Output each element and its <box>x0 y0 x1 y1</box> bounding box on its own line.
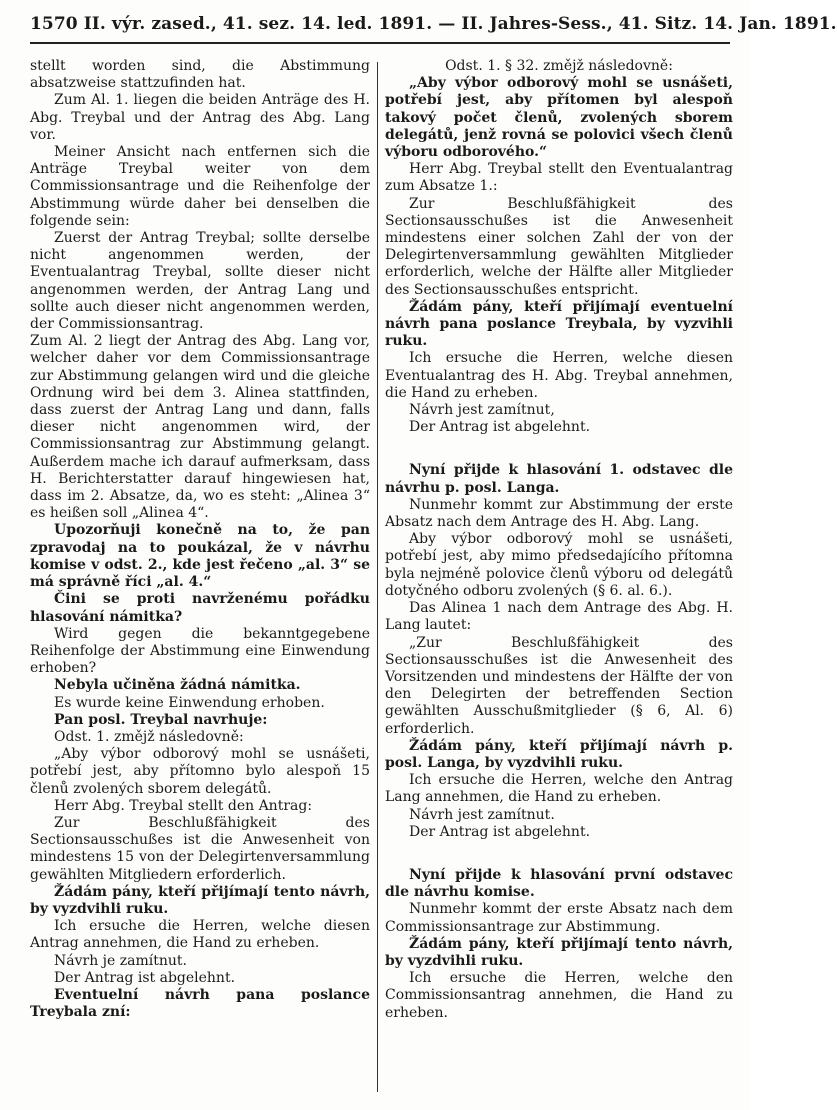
paragraph-gap <box>385 841 733 867</box>
left-column <box>30 58 370 1021</box>
paragraph: Návrh jest zamítnut. <box>409 806 555 823</box>
paragraph: Žádám pány, kteří přijímají eventuelní návrh pana poslance Treybala, by vyzvihli ruku. <box>385 298 733 350</box>
paragraph: Der Antrag ist abgelehnt. <box>54 969 236 986</box>
paragraph: Der Antrag ist abgelehnt. <box>409 823 591 840</box>
header-rule <box>30 42 730 44</box>
page-header: 1570 II. výr. zased., 41. sez. 14. led. 1891. — II. Jahres-Sess., 41. Sitz. 14. Jan. 1891. <box>30 14 837 34</box>
paragraph: Nunmehr kommt der erste Absatz nach dem Commissionsantrage zur Abstimmung. <box>385 901 733 935</box>
paragraph: Der Antrag ist abgelehnt. <box>409 419 591 436</box>
paragraph: stellt worden sind, die Abstimmung absatzweise stattzufinden hat. <box>30 58 370 92</box>
paragraph: Zum Al. 1. liegen die beiden Anträge des H. Abg. Treybal und der Antrag des Abg. Lang vor. <box>30 92 370 143</box>
paragraph: Wird gegen die bekanntgegebene Reihenfolge der Abstimmung eine Einwendung erhoben? <box>30 625 370 677</box>
right-column <box>385 58 733 1022</box>
paragraph-gap <box>385 436 733 462</box>
paragraph: Zur Beschlußfähigkeit des Sectionsausschußes ist die Anwesenheit mindestens einer solchen Zahl der von der Delegirtenversammlung gewählten Mitglieder erforderlich, welche der Hälfte aller Mitglieder des Sectionsausschußes entspricht. <box>385 195 733 298</box>
paragraph: Herr Abg. Treybal stellt den Eventualantrag zum Absatze 1.: <box>385 161 733 195</box>
paragraph: Eventuelní návrh pana poslance Treybala zní: <box>30 986 370 1021</box>
paragraph: Pan posl. Treybal navrhuje: <box>54 711 268 728</box>
paragraph: „Zur Beschlußfähigkeit des Sectionsausschußes ist die Anwesenheit des Vorsitzenden und mindestens der Hälfte der von den Delegirten der betreffenden Section gewählten Ausschußmitglieder (§ 6, Al. 6) erforderlich. <box>385 634 733 737</box>
paragraph: Es wurde keine Einwendung erhoben. <box>54 694 325 711</box>
paragraph: „Aby výbor odborový mohl se usnášeti, potřebí jest, aby přítomen byl alespoň takový počet členů, zvolených sborem delegátů, jenž rovná se polovici všech členů výboru odborového.“ <box>385 75 733 161</box>
paragraph: Zum Al. 2 liegt der Antrag des Abg. Lang vor, welcher daher vor dem Commissionsantrage zur Abstimmung gelangen wird und die gleiche Ordnung wird bei dem 3. Alinea stattfinden, dass zuerst der Antrag Lang und dann, falls dieser nicht angenommen wird, der Commissionsantrag zur Abstimmung gelangt. Außerdem mache ich darauf aufmerksam, dass H. Berichterstatter darauf hingewiesen hat, dass im 2. Absatze, da, wo es steht: „Alinea 3“ es heißen soll „Alinea 4“. <box>30 333 370 522</box>
column-divider <box>377 62 378 1092</box>
paragraph: Ich ersuche die Herren, welche den Antrag Lang annehmen, die Hand zu erheben. <box>385 772 733 806</box>
paragraph: Žádám pány, kteří přijímají tento návrh, by vyzdvihli ruku. <box>30 883 370 917</box>
paragraph: Upozorňuji konečně na to, že pan zpravodaj na to poukázal, že v návrhu komise v odst. 2., kde jest řečeno „al. 3“ se má správně říci „al. 4.“ <box>30 522 370 591</box>
paragraph: Čini se proti navrženému pořádku hlasování námitka? <box>30 591 370 625</box>
paragraph: Návrh je zamítnut. <box>54 952 187 969</box>
paragraph: „Aby výbor odborový mohl se usnášeti, potřebí jest, aby přítomno bylo alespoň 15 členů zvolených sborem delegátů. <box>30 746 370 797</box>
paragraph: Meiner Ansicht nach entfernen sich die Anträge Treybal weiter von dem Commissionsantrage und die Reihenfolge der Abstimmung würde daher bei denselben die folgende sein: <box>30 144 370 229</box>
paragraph: Zur Beschlußfähigkeit des Sectionsausschußes ist die Anwesenheit von mindestens 15 von der Delegirtenversammlung gewählten Mitgliedern erforderlich. <box>30 814 370 883</box>
paragraph: Aby výbor odborový mohl se usnášeti, potřebí jest, aby mimo předsedajícího přítomna byla nejméně polovice členů výboru od delegátů dotyčného odboru zvolených (§ 6. al. 6.). <box>385 531 733 599</box>
paragraph: Odst. 1. změjž následovně: <box>54 728 244 745</box>
paragraph: Nunmehr kommt zur Abstimmung der erste Absatz nach dem Antrage des H. Abg. Lang. <box>385 496 733 531</box>
paragraph: Das Alinea 1 nach dem Antrage des Abg. H. Lang lautet: <box>385 600 733 634</box>
paragraph: Zuerst der Antrag Treybal; sollte derselbe nicht angenommen werden, der Eventualantrag Treybal, sollte dieser nicht angenommen werden, der Antrag Lang und sollte auch dieser nicht angenommen werden, der Commissionsantrag. <box>30 230 370 333</box>
paragraph: Žádám pány, kteří přijímají návrh p. posl. Langa, by vyzdvihli ruku. <box>385 737 733 771</box>
paragraph: Nebyla učiněna žádná námitka. <box>54 677 301 694</box>
paragraph: Nyní přijde k hlasování první odstavec dle návrhu komise. <box>385 866 733 901</box>
paragraph: Odst. 1. § 32. změjž následovně: <box>445 58 673 74</box>
paragraph: Ich ersuche die Herren, welche diesen Antrag annehmen, die Hand zu erheben. <box>30 918 370 952</box>
paragraph: Nyní přijde k hlasování 1. odstavec dle návrhu p. posl. Langa. <box>385 462 733 496</box>
paragraph: Ich ersuche die Herren, welche diesen Eventualantrag des H. Abg. Treybal annehmen, die Hand zu erheben. <box>385 350 733 401</box>
paragraph: Herr Abg. Treybal stellt den Antrag: <box>54 797 313 814</box>
paragraph: Ich ersuche die Herren, welche den Commissionsantrag annehmen, die Hand zu erheben. <box>385 970 733 1021</box>
paragraph: Návrh jest zamítnut, <box>409 402 555 419</box>
paragraph: Žádám pány, kteří přijímají tento návrh, by vyzdvihli ruku. <box>385 935 733 969</box>
